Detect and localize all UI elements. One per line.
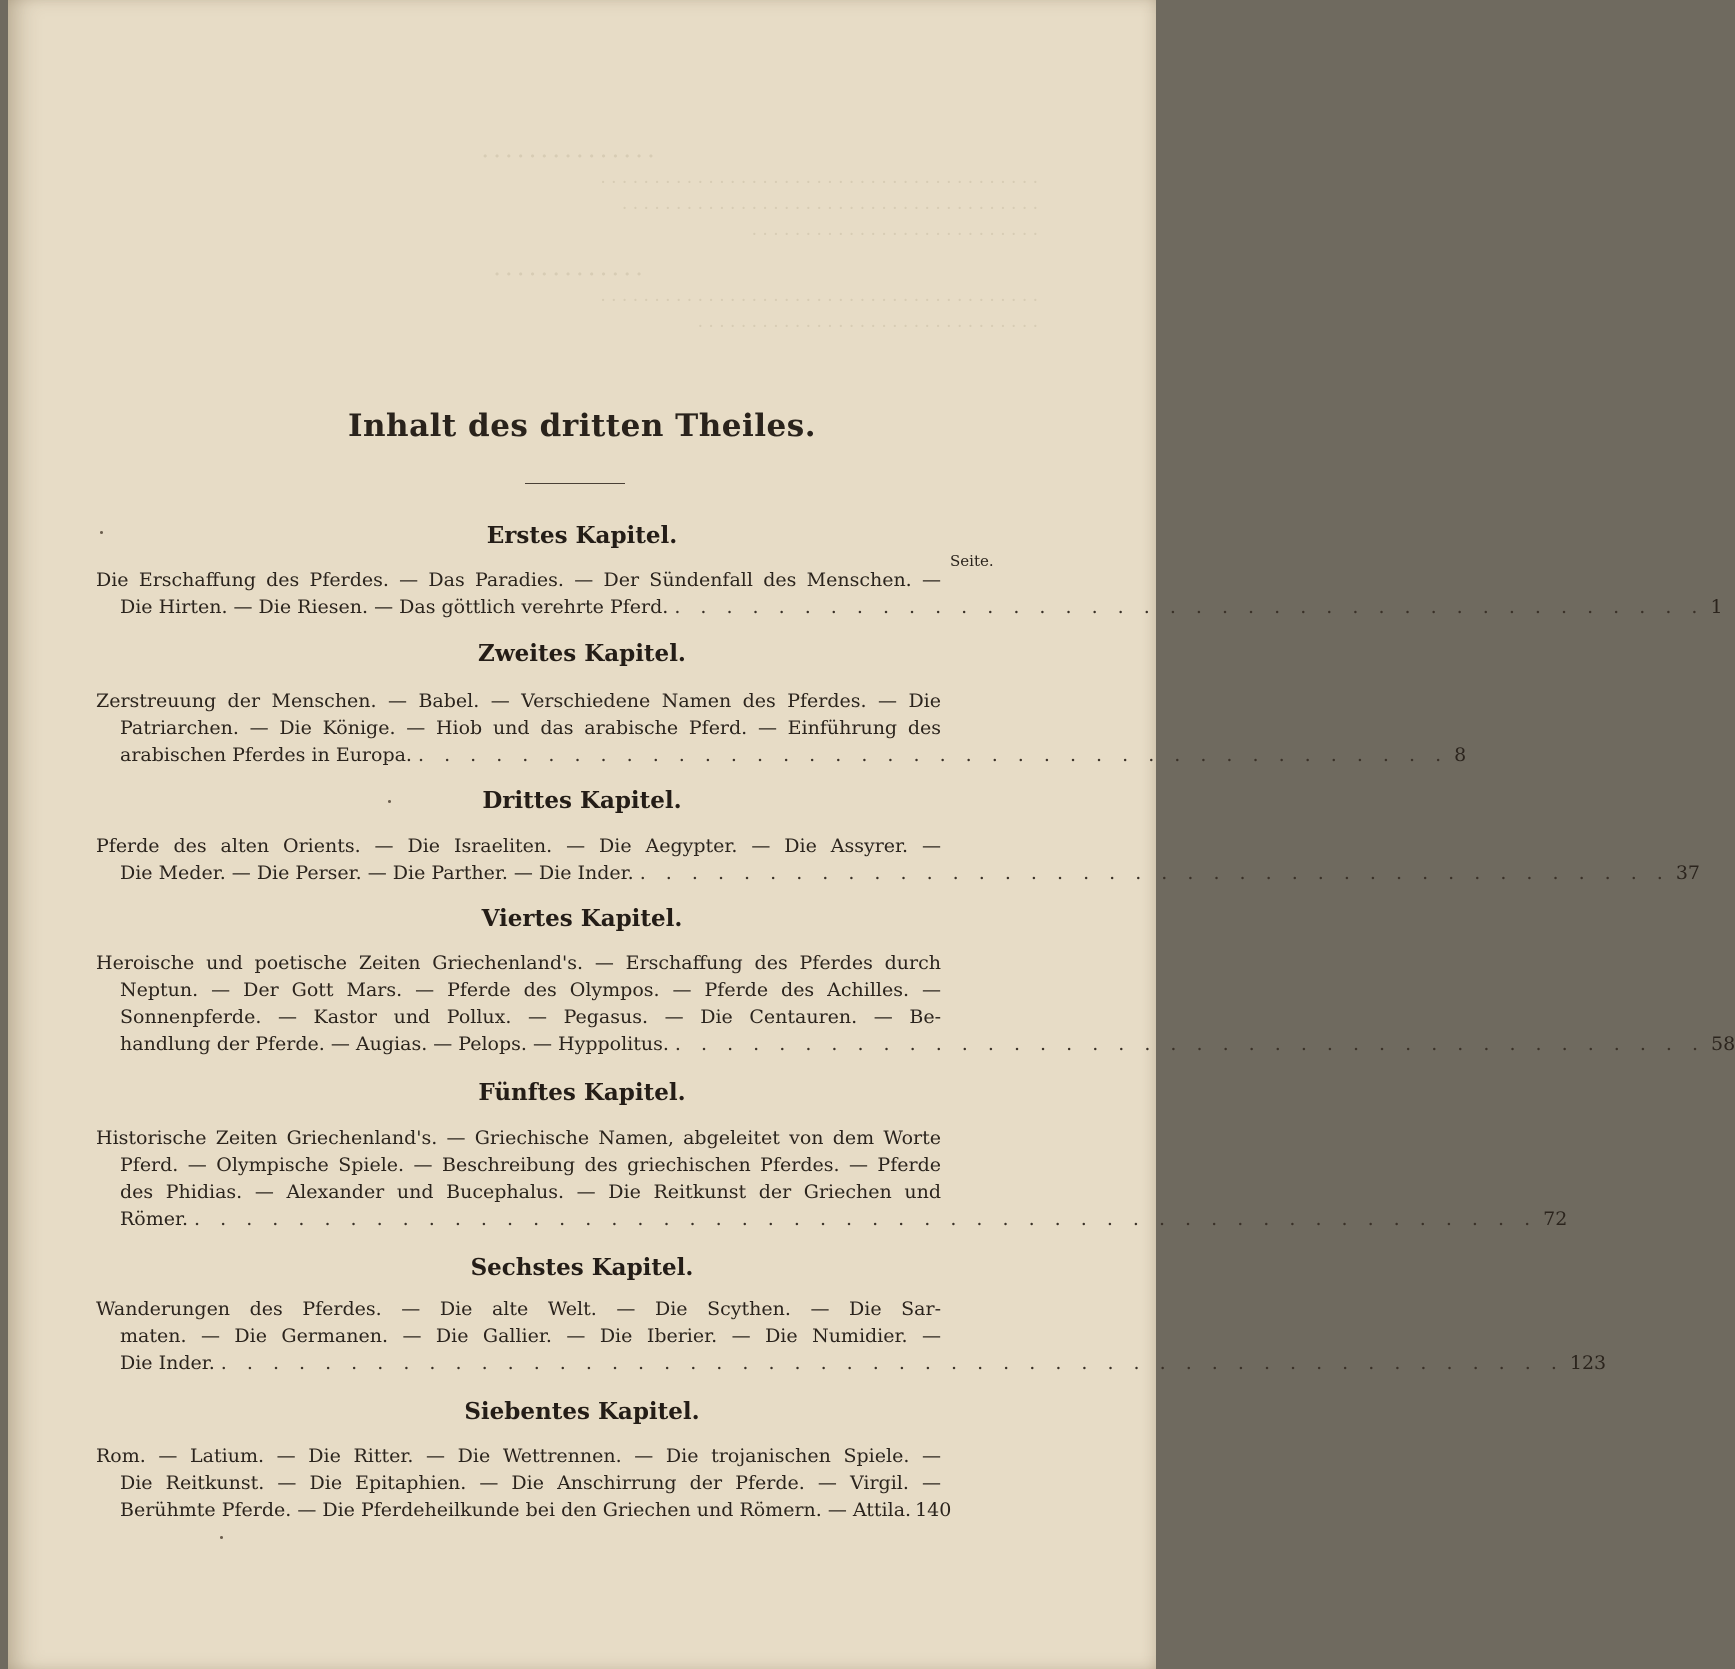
entry-line: Pferde des alten Orients. — Die Israeliten. — Die Aegypter. — Die Assyrer. — [96,835,941,857]
entry-line: Die Meder. — Die Perser. — Die Parther. — Die Inder. [120,862,634,884]
chapter-heading: Viertes Kapitel. [481,905,683,932]
chapter-heading: Erstes Kapitel. [486,522,678,549]
entry-line: Die Hirten. — Die Riesen. — Das göttlich verehrte Pferd. [120,596,669,618]
page-number: 72 [1543,1208,1568,1230]
page-number: 1 [1710,596,1723,618]
chapter-entry [96,688,1467,769]
entry-line: Zerstreuung der Menschen. — Babel. — Verschiedene Namen des Pferdes. — Die [96,690,941,712]
paper-speck [100,531,103,534]
leader-dots: . . . . . . . . . . . . . . . . . . . . . . . . . . . . . . . . . . . . . . . . . . . . . . . . . . . . [220,1352,1564,1374]
paper-speck [220,1536,223,1539]
chapter-entry [96,833,1701,887]
entry-last-line [96,1497,952,1524]
entry-line: Neptun. — Der Gott Mars. — Pferde des Olympos. — Pferde des Achilles. — [120,979,941,1001]
entry-line: Römer. [120,1208,189,1230]
chapter-entry [96,1125,1568,1233]
entry-line: des Phidias. — Alexander und Bucephalus. — Die Reitkunst der Griechen und [120,1181,941,1203]
entry-line: handlung der Pferde. — Augias. — Pelops. — Hyppolitus. [120,1033,669,1055]
page-number: 140 [915,1499,952,1521]
leader-dots: . . . . . . . . . . . . . . . . . . . . . . . . . . . . . . . . . . . . . . . . [417,744,1449,766]
leader-dots: . . . . . . . . . . . . . . . . . . . . . . . . . . . . . . . . . . . . . . . . [674,1033,1706,1055]
leader-dots: . . . . . . . . . . . . . . . . . . . . . . . . . . . . . . . . . . . . . . . . [639,862,1670,884]
page-number: 37 [1675,862,1701,884]
entry-last-line [96,594,1723,621]
entry-line: maten. — Die Germanen. — Die Gallier. — Die Iberier. — Die Numidier. — [120,1325,941,1347]
entry-line: arabischen Pferdes in Europa. [120,744,412,766]
title-rule [525,483,625,484]
entry-line: Die Erschaffung des Pferdes. — Das Paradies. — Der Sündenfall des Menschen. — [96,569,941,591]
entry-last-line [96,860,1701,887]
entry-line: Patriarchen. — Die Könige. — Hiob und das arabische Pferd. — Einführung des [120,717,941,739]
entry-last-line [96,1031,1735,1058]
chapter-entry [96,567,1723,621]
entry-last-line [96,1350,1607,1377]
entry-line: Die Inder. [120,1352,215,1374]
entry-line: Die Reitkunst. — Die Epitaphien. — Die Anschirrung der Pferde. — Virgil. — [120,1472,941,1494]
page-number: 8 [1454,744,1467,766]
entry-line: Rom. — Latium. — Die Ritter. — Die Wettrennen. — Die trojanischen Spiele. — [96,1445,941,1467]
chapter-heading: Siebentes Kapitel. [464,1398,700,1425]
page-number: 123 [1569,1352,1607,1374]
book-page [8,0,1735,1669]
entry-line: Berühmte Pferde. — Die Pferdeheilkunde bei den Griechen und Römern. — Attila. [120,1499,912,1521]
chapter-entry [96,950,1735,1058]
entry-line: Historische Zeiten Griechenland's. — Griechische Namen, abgeleitet von dem Worte [96,1127,941,1149]
page-title: Inhalt des dritten Theiles. [347,408,817,444]
show-through-text: · · · · · · · · · · · · · · · · · · · · · · · · · · · · · · · · · · · · · · · · · · · · · · · · · · · · · · · · · · · · · · · · · · · · · · · · · · · · · · · · · · · · · · · · · · · · · · · · · · · · · · · · · · · · · · · · · · · · · · · · · · · · · · · · · · · · · · · · · · · · · · · · · · · · · · · · · · · · · · · · · · · · · · · · · · · · · · · · · · · · · · · · · · · · · · · · · · · · · · · · · · · · · · · · [482,147,1038,337]
chapter-heading: Sechstes Kapitel. [470,1254,694,1281]
entry-line: Wanderungen des Pferdes. — Die alte Welt. — Die Scythen. — Die Sar- [96,1298,941,1320]
entry-line: Heroische und poetische Zeiten Griechenland's. — Erschaffung des Pferdes durch [96,952,941,974]
paper-speck [388,800,391,803]
chapter-entry [96,1443,952,1524]
entry-last-line [96,742,1467,769]
chapter-heading: Zweites Kapitel. [478,640,686,667]
chapter-entry [96,1296,1607,1377]
entry-line: Pferd. — Olympische Spiele. — Beschreibung des griechischen Pferdes. — Pferde [120,1154,941,1176]
chapter-heading: Fünftes Kapitel. [478,1079,686,1106]
entry-line: Sonnenpferde. — Kastor und Pollux. — Pegasus. — Die Centauren. — Be- [120,1006,941,1028]
page-number: 58 [1711,1033,1735,1055]
chapter-heading: Drittes Kapitel. [482,787,682,814]
page-column-label: Seite. [950,552,994,570]
leader-dots: . . . . . . . . . . . . . . . . . . . . . . . . . . . . . . . . . . . . . . . . . . . . . . . . . . . . [194,1208,1538,1230]
entry-last-line [96,1206,1568,1233]
leader-dots: . . . . . . . . . . . . . . . . . . . . . . . . . . . . . . . . . . . . . . . . [674,596,1705,618]
